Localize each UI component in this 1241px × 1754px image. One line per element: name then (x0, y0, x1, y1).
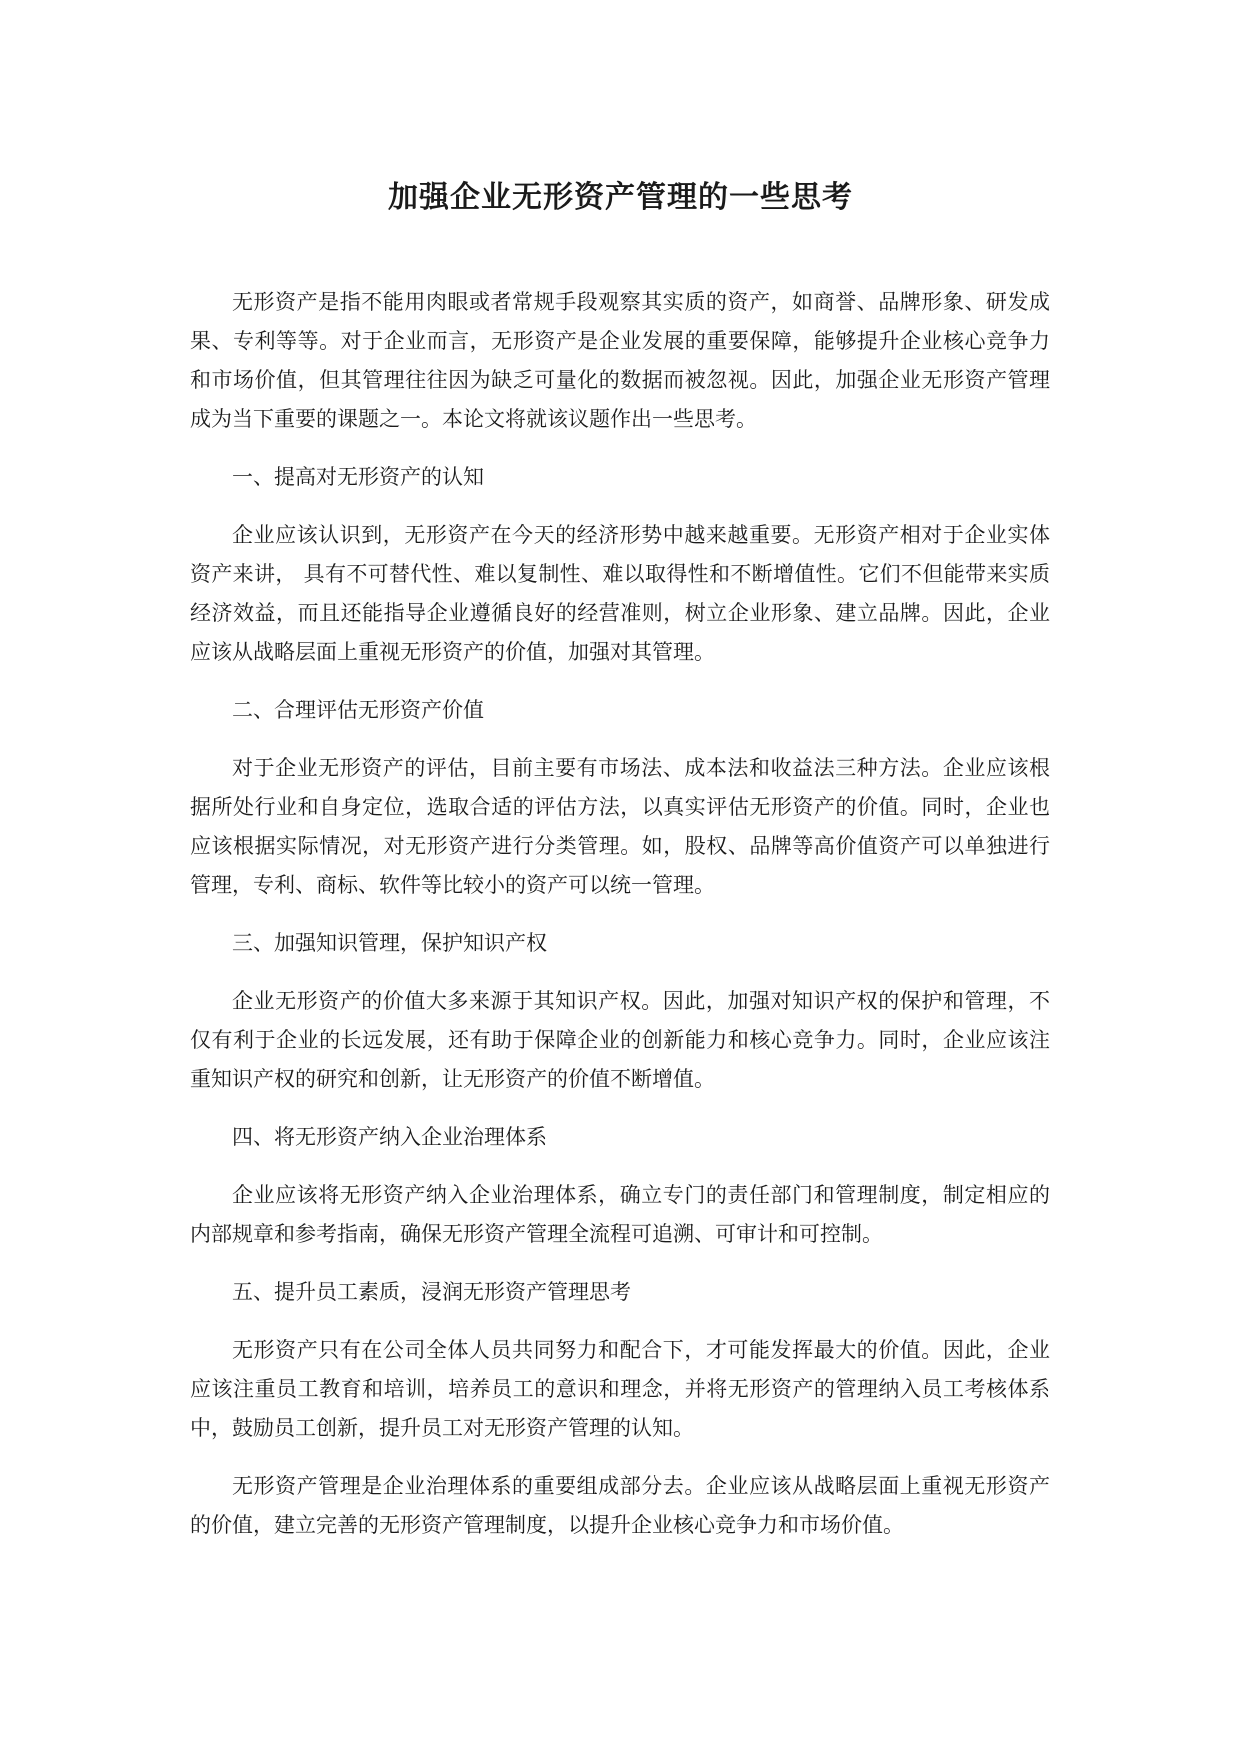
section-1-heading: 一、提高对无形资产的认知 (232, 465, 484, 489)
section-3-heading: 三、加强知识管理，保护知识产权 (232, 931, 547, 955)
section-4-heading: 四、将无形资产纳入企业治理体系 (232, 1125, 547, 1149)
document-title: 加强企业无形资产管理的一些思考 (388, 180, 853, 215)
section-2-heading: 二、合理评估无形资产价值 (232, 698, 484, 722)
section-1-paragraph: 企业应该认识到，无形资产在今天的经济形势中越来越重要。无形资产相对于企业实体资产来讲， 具有不可替代性、难以复制性、难以取得性和不断增值性。它们不但能带来实质经济效益，而且还能指导企业遵循良好的经营准则，树立企业形象、建立品牌。因此，企业应该从战略层面上重视无形资产的价值，加强对其管理。 (190, 523, 1050, 664)
intro-paragraph: 无形资产是指不能用肉眼或者常规手段观察其实质的资产，如商誉、品牌形象、研发成果、专利等等。对于企业而言，无形资产是企业发展的重要保障，能够提升企业核心竞争力和市场价值，但其管理往往因为缺乏可量化的数据而被忽视。因此，加强企业无形资产管理成为当下重要的课题之一。本论文将就该议题作出一些思考。 (190, 290, 1050, 431)
section-4-paragraph: 企业应该将无形资产纳入企业治理体系，确立专门的责任部门和管理制度，制定相应的内部规章和参考指南，确保无形资产管理全流程可追溯、可审计和可控制。 (190, 1183, 1050, 1246)
section-5-paragraph: 无形资产只有在公司全体人员共同努力和配合下，才可能发挥最大的价值。因此，企业应该注重员工教育和培训，培养员工的意识和理念，并将无形资产的管理纳入员工考核体系中，鼓励员工创新，提升员工对无形资产管理的认知。 (190, 1338, 1050, 1440)
section-2-paragraph: 对于企业无形资产的评估，目前主要有市场法、成本法和收益法三种方法。企业应该根据所处行业和自身定位，选取合适的评估方法，以真实评估无形资产的价值。同时，企业也应该根据实际情况，对无形资产进行分类管理。如，股权、品牌等高价值资产可以单独进行管理，专利、商标、软件等比较小的资产可以统一管理。 (190, 756, 1050, 897)
section-5-heading: 五、提升员工素质，浸润无形资产管理思考 (232, 1280, 631, 1304)
section-3-paragraph: 企业无形资产的价值大多来源于其知识产权。因此，加强对知识产权的保护和管理，不仅有利于企业的长远发展，还有助于保障企业的创新能力和核心竞争力。同时，企业应该注重知识产权的研究和创新，让无形资产的价值不断增值。 (190, 989, 1050, 1091)
conclusion-paragraph: 无形资产管理是企业治理体系的重要组成部分去。企业应该从战略层面上重视无形资产的价值，建立完善的无形资产管理制度，以提升企业核心竞争力和市场价值。 (190, 1474, 1050, 1537)
document-body (190, 283, 1050, 1564)
